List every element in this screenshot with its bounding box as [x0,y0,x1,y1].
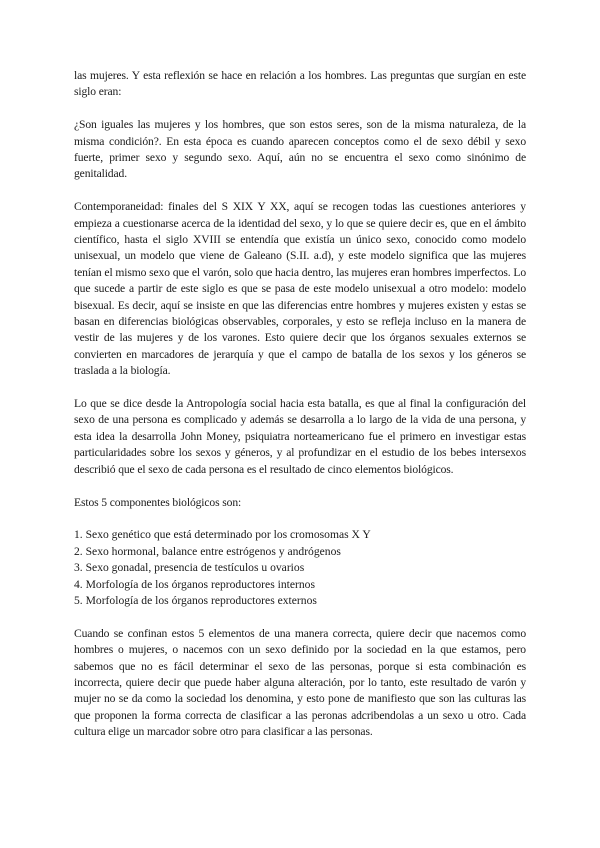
paragraph-intro: las mujeres. Y esta reflexión se hace en relación a los hombres. Las preguntas que surgían en este siglo eran: [74,69,526,99]
paragraph-anthropology: Lo que se dice desde la Antropología social hacia esta batalla, es que al final la configuración del sexo de una persona es complicado y además se desarrolla a lo largo de la vida de una persona, y esta idea la desarrolla John Money, psiquiatra norteamericano fue el primero en investigar estas particularidades sobre los sexos y géneros, y al profundizar en el estudio de los bebes intersexos describió que el sexo de cada persona es el resultado de cinco elementos biológicos. [74,397,526,476]
document-page [74,68,526,757]
list-item: 1. Sexo genético que está determinado por los cromosomas X Y [74,528,371,542]
paragraph-questions: ¿Son iguales las mujeres y los hombres, que son estos seres, son de la misma naturaleza, de la misma condición?. En esta época es cuando aparecen conceptos como el de sexo débil y sexo fuerte, primer sexo y segundo sexo. Aquí, aún no se encuentra el sexo como sinónimo de genitalidad. [74,118,526,181]
list-item: 5. Morfología de los órganos reproductores externos [74,593,317,607]
paragraph-closing: Cuando se confinan estos 5 elementos de una manera correcta, quiere decir que nacemos como hombres o mujeres, o nacemos con un sexo definido por la sociedad en la que estamos, pero sabemos que no es fácil determinar el sexo de las personas, porque si esta combinación es incorrecta, quiere decir que puede haber alguna alteración, por lo tanto, este resultado de varón y mujer no se da como la sociedad los denomina, y esto pone de manifiesto que son las culturas las que proponen la forma correcta de clasificar a las peronas adcribendolas a un sexo u otro. Cada cultura elige un marcador sobre otro para clasificar a las personas. [74,626,526,739]
list-item: 2. Sexo hormonal, balance entre estrógenos y andrógenos [74,544,341,558]
paragraph-components-intro: Estos 5 componentes biológicos son: [74,495,242,509]
list-item: 3. Sexo gonadal, presencia de testículos u ovarios [74,561,305,575]
paragraph-contemporaneity: Contemporaneidad: finales del S XIX Y XX, aquí se recogen todas las cuestiones anteriores y empieza a cuestionarse acerca de la identidad del sexo, y lo que se quiere decir es, que en el ámbito científico, hasta el siglo XVIII se entendía que existía un único sexo, conocido como modelo unisexual, un modelo que viene de Galeano (S.II. a.d), y este modelo significa que las mujeres tenían el mismo sexo que el varón, solo que hacia dentro, las mujeres eran hombres imperfectos. Lo que sucede a partir de este siglo es que se pasa de este modelo unisexual a otro modelo: modelo bisexual. Es decir, aquí se insiste en que las diferencias entre hombres y mujeres existen y estas se basan en diferencias biológicas observables, corporales, y esto se refleja incluso en la manera de vestir de las mujeres y de los varones. Esto quiere decir que los órganos sexuales externos se convierten en marcadores de jerarquía y que el campo de batalla de los sexos y los géneros se traslada a la biología. [74,200,526,378]
biological-components-list [74,527,526,609]
list-item: 4. Morfología de los órganos reproductores internos [74,577,315,591]
